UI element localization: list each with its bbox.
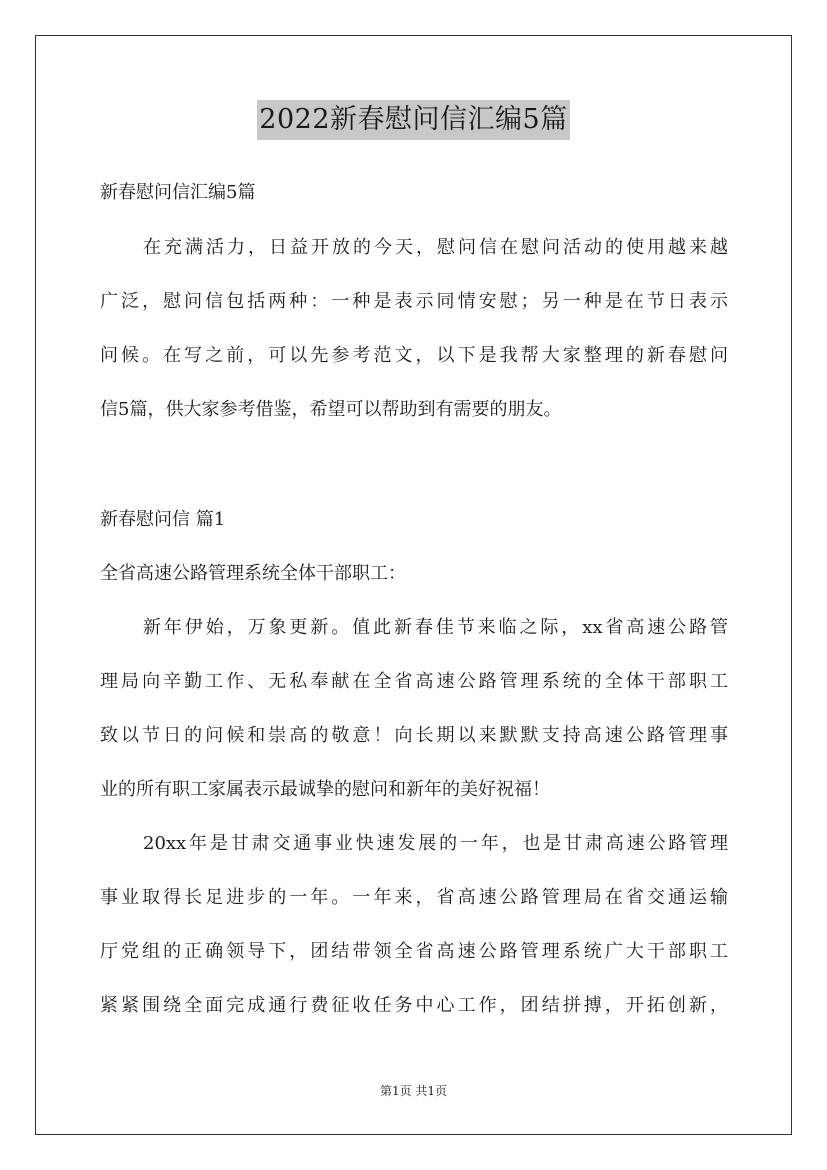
document-title: 2022新春慰问信汇编5篇 (257, 100, 569, 140)
para2-line-4: 紧紧围绕全面完成通行费征收任务中心工作，团结拼搏，开拓创新， (100, 995, 728, 1016)
para1-line-2: 理局向辛勤工作、无私奉献在全省高速公路管理系统的全体干部职工 (100, 671, 728, 692)
intro-line-3: 问候。在写之前，可以先参考范文，以下是我帮大家整理的新春慰问 (100, 345, 728, 366)
para2-line-3: 厅党组的正确领导下，团结带领全省高速公路管理系统广大干部职工 (100, 941, 728, 962)
section-heading: 新春慰问信 篇1 (100, 509, 226, 530)
page-footer: 第1页 共1页 (379, 1084, 448, 1098)
para1-line-1: 新年伊始，万象更新。值此新春佳节来临之际，xx省高速公路管 (143, 617, 728, 638)
intro-line-2: 广泛，慰问信包括两种：一种是表示同情安慰；另一种是在节日表示 (100, 291, 728, 312)
salutation: 全省高速公路管理系统全体干部职工： (100, 563, 406, 584)
para2-line-2: 事业取得长足进步的一年。一年来，省高速公路管理局在省交通运输 (100, 887, 728, 908)
document-subtitle: 新春慰问信汇编5篇 (100, 182, 256, 203)
intro-line-4: 信5篇，供大家参考借鉴，希望可以帮助到有需要的朋友。 (100, 399, 562, 420)
intro-line-1: 在充满活力，日益开放的今天，慰问信在慰问活动的使用越来越 (143, 237, 728, 258)
para1-line-3: 致以节日的问候和崇高的敬意！向长期以来默默支持高速公路管理事 (100, 725, 728, 746)
para2-line-1: 20xx年是甘肃交通事业快速发展的一年，也是甘肃高速公路管理 (143, 833, 728, 854)
title-container (0, 100, 827, 140)
para1-line-4: 业的所有职工家属表示最诚挚的慰问和新年的美好祝福！ (100, 779, 550, 800)
